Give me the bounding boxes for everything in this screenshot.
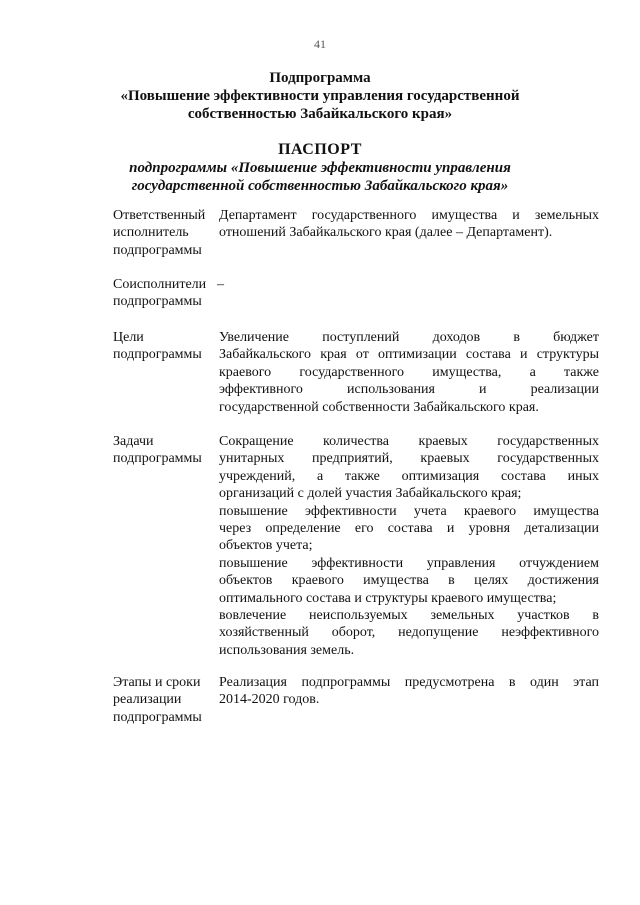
- subprogram-title-line: «Повышение эффективности управления государственной: [120, 88, 520, 104]
- text-line: учреждений, а также оптимизация состава иных: [219, 468, 599, 484]
- label-line: подпрограммы: [113, 347, 202, 363]
- text-line: вовлечение неиспользуемых земельных участков в: [219, 608, 599, 624]
- text-line: –: [217, 277, 224, 292]
- label-line: подпрограммы: [113, 451, 202, 467]
- row-text: [219, 674, 599, 709]
- text-line: краевого государственного имущества, а также: [219, 364, 599, 380]
- subprogram-title-line: собственностью Забайкальского края»: [187, 106, 453, 122]
- label-line: исполнитель: [113, 225, 189, 241]
- text-line: Увеличение поступлений доходов в бюджет: [219, 330, 599, 345]
- subprogram-title-line: Подпрограмма: [269, 70, 371, 86]
- label-line: Цели: [113, 330, 144, 345]
- label-line: Задачи: [113, 434, 154, 449]
- page-number: 41: [314, 37, 326, 51]
- row-text: [219, 329, 599, 416]
- passport-title: ПАСПОРТ: [278, 141, 362, 158]
- text-line: Реализация подпрограммы предусмотрена в один этап: [219, 675, 599, 690]
- text-line: Департамент государственного имущества и земельных: [219, 208, 599, 223]
- text-line: повышение эффективности управления отчуждением: [219, 555, 599, 571]
- text-line: организаций с долей участия Забайкальского края;: [219, 486, 522, 502]
- row-label: [113, 276, 221, 311]
- text-line: унитарных предприятий, краевых государственных: [219, 451, 599, 467]
- label-line: реализации: [113, 692, 182, 708]
- text-line: оптимального состава и структуры краевого имущества;: [219, 590, 557, 606]
- passport-subtitle-line: подпрограммы «Повышение эффективности управления: [129, 160, 511, 176]
- text-line: хозяйственный оборот, недопущение неэффективного: [219, 625, 599, 641]
- text-line: объектов краевого имущества в целях достижения: [219, 573, 599, 589]
- row-label: [113, 207, 221, 259]
- row-label: [113, 674, 221, 726]
- text-line: повышение эффективности учета краевого имущества: [219, 503, 599, 519]
- row-text: [219, 433, 599, 659]
- row-text: [219, 207, 599, 242]
- label-line: Этапы и сроки: [113, 675, 201, 690]
- label-line: подпрограммы: [113, 709, 202, 725]
- passport-subtitle-line: государственной собственностью Забайкальского края»: [131, 178, 509, 194]
- text-line: использования земель.: [219, 642, 355, 658]
- text-line: Сокращение количества краевых государственных: [219, 434, 599, 449]
- text-line: объектов учета;: [219, 538, 313, 554]
- text-line: 2014-2020 годов.: [219, 692, 320, 708]
- label-line: подпрограммы: [113, 242, 202, 258]
- text-line: эффективного использования и реализации: [219, 382, 599, 398]
- text-line: государственной собственности Забайкальского края.: [219, 399, 539, 415]
- subprogram-title: [0, 69, 640, 123]
- text-line: отношений Забайкальского края (далее – Департамент).: [219, 225, 553, 241]
- label-line: Соисполнители: [113, 277, 207, 292]
- label-line: Ответственный: [113, 208, 206, 223]
- row-label: [113, 433, 221, 468]
- text-line: через определение его состава и уровня детализации: [219, 521, 599, 537]
- row-label: [113, 329, 221, 364]
- passport-subtitle: [0, 159, 640, 195]
- row-text: [217, 276, 597, 293]
- text-line: Забайкальского края от оптимизации состава и структуры: [219, 347, 599, 363]
- label-line: подпрограммы: [113, 294, 202, 310]
